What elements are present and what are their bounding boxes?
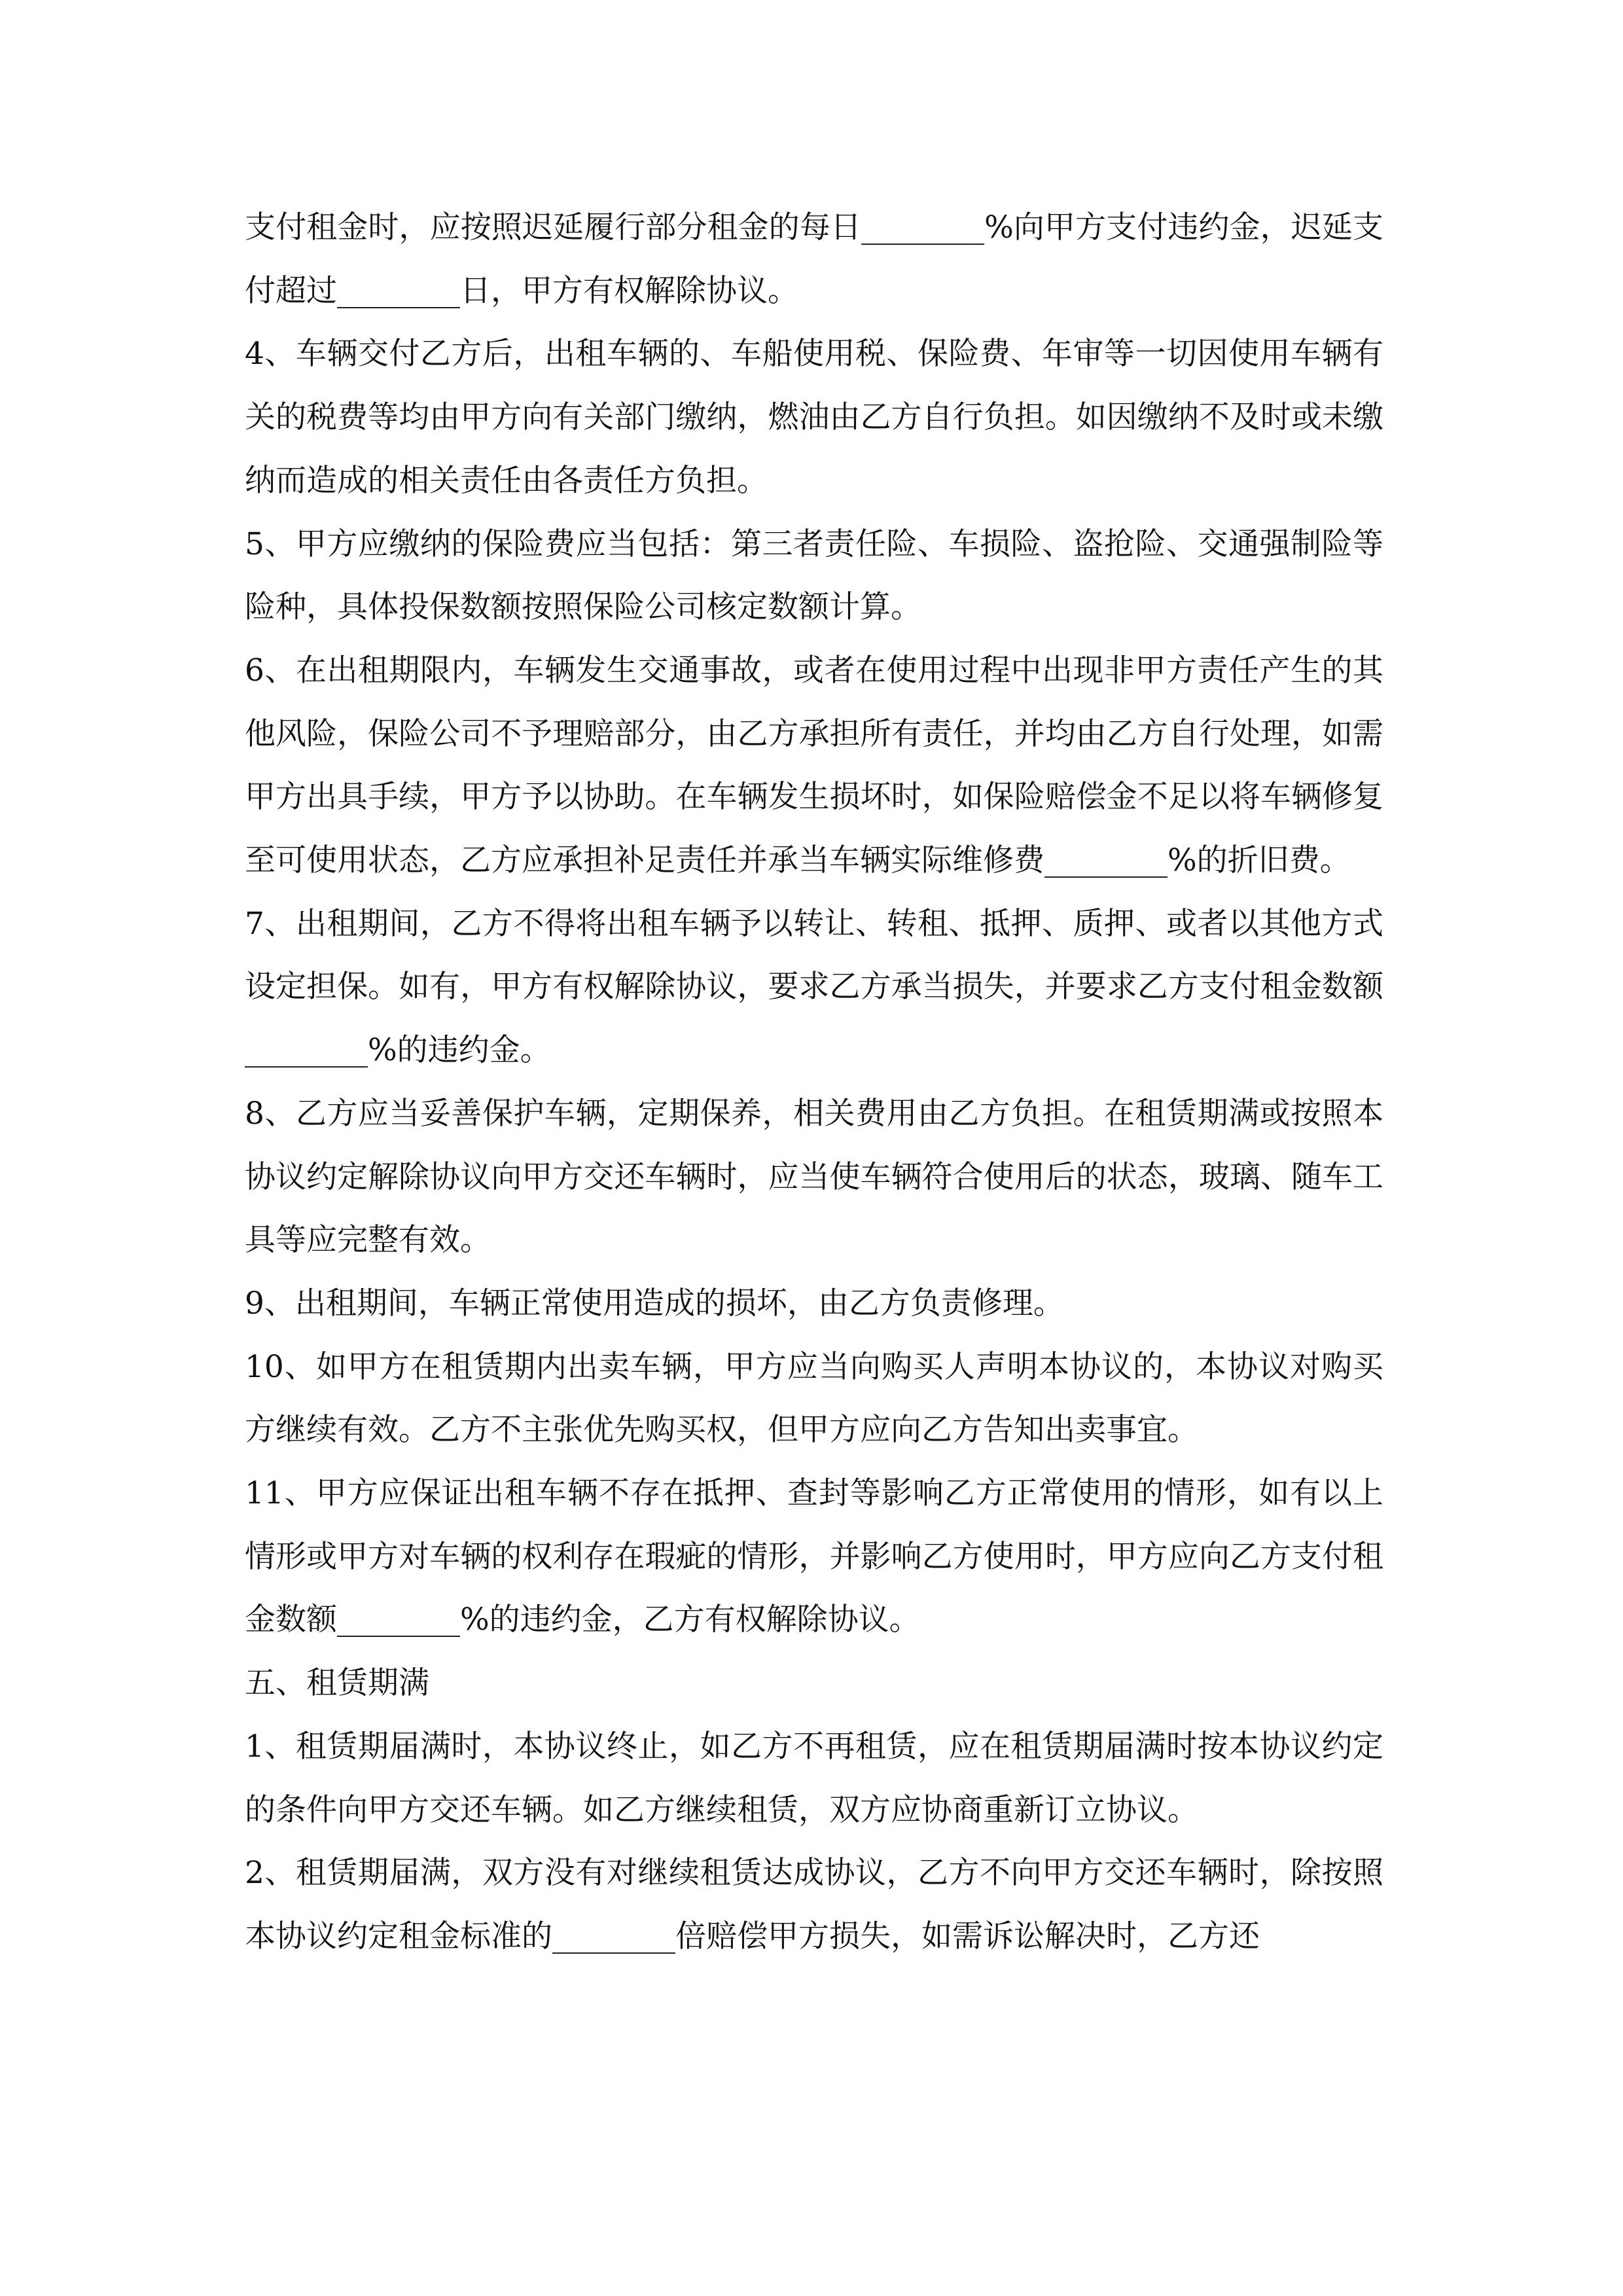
paragraph-clause-10: 10、如甲方在租赁期内出卖车辆，甲方应当向购买人声明本协议的，本协议对购买方继续有效。乙方不主张优先购买权，但甲方应向乙方告知出卖事宜。 (245, 1348, 1383, 1448)
section-heading-lease-expiry: 五、租赁期满 (245, 1665, 429, 1702)
paragraph-clause-8: 8、乙方应当妥善保护车辆，定期保养，相关费用由乙方负担。在租赁期满或按照本协议约定解除协议向甲方交还车辆时，应当使车辆符合使用后的状态，玻璃、随车工具等应完整有效。 (245, 1095, 1383, 1259)
paragraph-late-payment: 支付租金时，应按照迟延履行部分租金的每日________%向甲方支付违约金，迟延支付超过________日，甲方有权解除协议。 (245, 209, 1383, 309)
paragraph-clause-9: 9、出租期间，车辆正常使用造成的损坏，由乙方负责修理。 (245, 1285, 1064, 1321)
document-body (245, 196, 1383, 1969)
paragraph-clause-11: 11、甲方应保证出租车辆不存在抵押、查封等影响乙方正常使用的情形，如有以上情形或甲方对车辆的权利存在瑕疵的情形，并影响乙方使用时，甲方应向乙方支付租金数额________%的违约金，乙方有权解除协议。 (245, 1475, 1383, 1638)
paragraph-clause-6: 6、在出租期限内，车辆发生交通事故，或者在使用过程中出现非甲方责任产生的其他风险，保险公司不予理赔部分，由乙方承担所有责任，并均由乙方自行处理，如需甲方出具手续，甲方予以协助。在车辆发生损坏时，如保险赔偿金不足以将车辆修复至可使用状态，乙方应承担补足责任并承当车辆实际维修费________%的折旧费。 (245, 652, 1383, 879)
paragraph-clause-4: 4、车辆交付乙方后，出租车辆的、车船使用税、保险费、年审等一切因使用车辆有关的税费等均由甲方向有关部门缴纳，燃油由乙方自行负担。如因缴纳不及时或未缴纳而造成的相关责任由各责任方负担。 (245, 336, 1383, 499)
paragraph-expiry-clause-2: 2、租赁期届满，双方没有对继续租赁达成协议，乙方不向甲方交还车辆时，除按照本协议约定租金标准的________倍赔偿甲方损失，如需诉讼解决时，乙方还 (245, 1855, 1383, 1954)
paragraph-clause-7: 7、出租期间，乙方不得将出租车辆予以转让、转租、抵押、质押、或者以其他方式设定担保。如有，甲方有权解除协议，要求乙方承当损失，并要求乙方支付租金数额________%的违约金。 (245, 905, 1383, 1069)
paragraph-clause-5: 5、甲方应缴纳的保险费应当包括：第三者责任险、车损险、盗抢险、交通强制险等险种，具体投保数额按照保险公司核定数额计算。 (245, 526, 1383, 626)
paragraph-expiry-clause-1: 1、租赁期届满时，本协议终止，如乙方不再租赁，应在租赁期届满时按本协议约定的条件向甲方交还车辆。如乙方继续租赁，双方应协商重新订立协议。 (245, 1728, 1383, 1828)
